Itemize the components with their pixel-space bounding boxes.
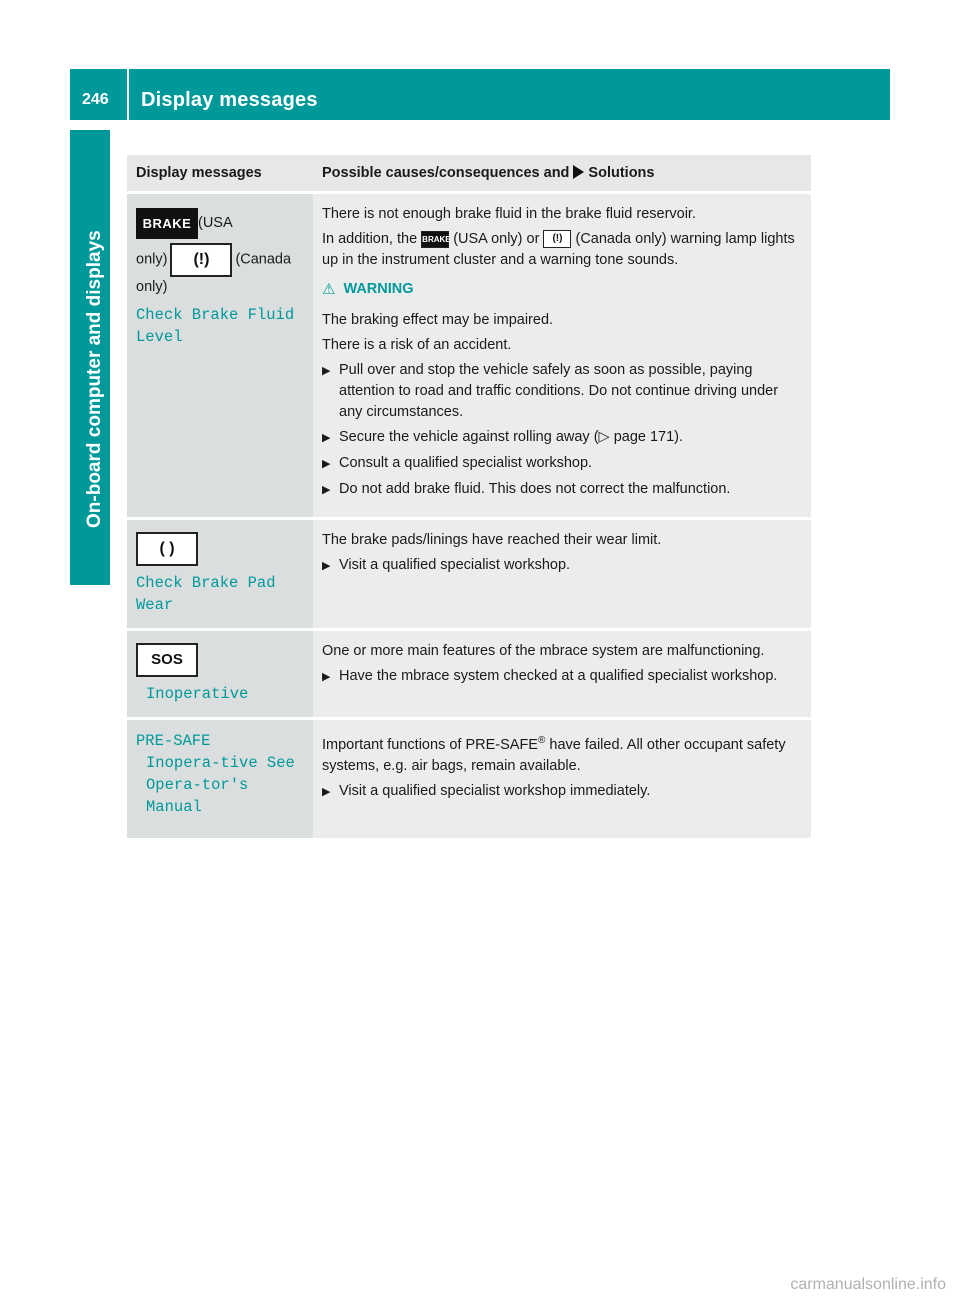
header-causes-solutions: [313, 155, 811, 193]
solutions-cell: [313, 719, 811, 839]
solution-arrow-icon: ▶: [322, 365, 331, 377]
message-text: PRE-SAFE Inopera‑tive See Opera‑tor's Manual: [136, 732, 295, 816]
message-cell: [127, 719, 313, 839]
brake-circle-small-icon: (!): [543, 230, 571, 248]
usa-only-label: (USA: [198, 215, 233, 231]
solution-text: Pull over and stop the vehicle safely as soon as possible, paying attention to road and traffic conditions. Do not continue driving under any circumstances.: [339, 362, 779, 420]
solution-arrow-icon: ▶: [322, 432, 331, 444]
section-label: On-board computer and displays: [84, 230, 105, 528]
cause-text: The brake pads/linings have reached their wear limit.: [322, 532, 662, 548]
brake-pad-icon: ( ): [136, 532, 198, 566]
sos-icon: SOS: [136, 643, 198, 677]
header-solutions-label: Solutions: [588, 164, 655, 181]
warning-text: There is a risk of an accident.: [322, 337, 512, 353]
solution-arrow-icon: ▶: [322, 671, 331, 683]
solution-step: [322, 555, 802, 577]
message-text: Check Brake Fluid Level: [136, 306, 295, 346]
header-causes-label: Possible causes/consequences and: [322, 164, 570, 181]
solution-arrow-icon: [573, 165, 584, 179]
solution-arrow-icon: ▶: [322, 484, 331, 496]
page-number: 246: [82, 91, 109, 108]
message-cell: [127, 630, 313, 719]
warning-triangle-icon: ⚠: [322, 281, 336, 298]
solution-step: [322, 666, 802, 688]
canada-label: (Canada: [235, 251, 292, 268]
warning-heading: [322, 279, 802, 300]
solution-arrow-icon: ▶: [322, 560, 331, 572]
cause-inline-pre: In addition, the: [322, 231, 418, 247]
cause-pre: Important functions of PRE-SAFE: [322, 736, 538, 753]
message-cell: [127, 193, 313, 519]
cause-inline-post: (Canada only) warning lamp lights up in the instrument cluster and a warning tone sounds.: [322, 231, 795, 268]
brake-warning-small-icon: BRAKE: [421, 231, 449, 248]
solution-step: [322, 479, 802, 501]
solution-step: [322, 360, 802, 423]
solution-text: Visit a qualified specialist workshop.: [339, 557, 571, 573]
solution-text: Do not add brake fluid. This does not correct the malfunction.: [339, 481, 731, 497]
registered-mark: ®: [537, 735, 546, 746]
display-messages-table: [127, 155, 811, 838]
message-text: Inoperative: [146, 685, 249, 703]
brake-circle-icon: (!): [170, 243, 232, 277]
solutions-cell: [313, 193, 811, 519]
cause-text: One or more main features of the mbrace system are malfunctioning.: [322, 643, 765, 659]
solution-text: Have the mbrace system checked at a qualified specialist workshop.: [339, 668, 778, 684]
solution-text: Secure the vehicle against rolling away (▷ page 171).: [339, 429, 684, 445]
table-row: [127, 630, 811, 719]
solution-text: Visit a qualified specialist workshop immediately.: [339, 782, 651, 799]
warning-text: The braking effect may be impaired.: [322, 312, 554, 328]
cause-text: There is not enough brake fluid in the brake fluid reservoir.: [322, 206, 696, 222]
table-row: [127, 519, 811, 630]
page-title: Display messages: [141, 89, 318, 111]
solution-step: [322, 427, 802, 449]
table-header-row: [127, 155, 811, 193]
only-label-2: only): [136, 279, 168, 295]
header-divider: [127, 69, 129, 120]
cause-inline-mid: (USA only) or: [453, 231, 540, 247]
cause-text-2: [322, 229, 802, 271]
solution-step: [322, 453, 802, 475]
brake-warning-icon: BRAKE: [136, 208, 198, 239]
solutions-cell: [313, 630, 811, 719]
warning-label: WARNING: [343, 281, 414, 297]
solution-arrow-icon: ▶: [322, 458, 331, 470]
solutions-cell: [313, 519, 811, 630]
cause-text: [322, 730, 802, 777]
page-header: [70, 69, 890, 120]
cause-post: have failed. All other occupant safety systems, e.g. air bags, remain available.: [322, 736, 786, 774]
watermark: carmanualsonline.info: [790, 1276, 946, 1293]
only-label: only): [136, 251, 168, 268]
header-display-messages: Display messages: [127, 155, 313, 193]
solution-text: Consult a qualified specialist workshop.: [339, 455, 593, 471]
table-row: [127, 193, 811, 519]
solution-step: [322, 781, 802, 803]
solution-arrow-icon: ▶: [322, 785, 331, 798]
message-cell: [127, 519, 313, 630]
message-text: Check Brake Pad Wear: [136, 574, 276, 614]
table-row: [127, 719, 811, 839]
